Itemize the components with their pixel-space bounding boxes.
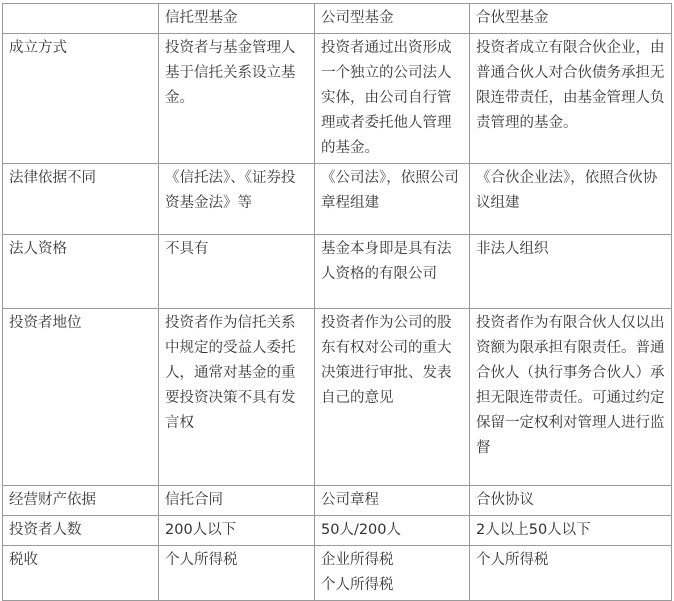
- company-cell: [315, 546, 470, 601]
- row-label: 经营财产依据: [3, 486, 159, 516]
- row-label: 法人资格: [3, 235, 159, 309]
- table-header-row: [3, 4, 672, 34]
- fund-comparison-table: [2, 3, 672, 601]
- partnership-cell: 投资者成立有限合伙企业，由普通合伙人对合伙债务承担无限连带责任，由基金管理人负责管理的基金。: [470, 34, 672, 164]
- row-label: 投资者人数: [3, 516, 159, 546]
- table-row: [3, 486, 672, 516]
- header-cell-partnership-fund: 合伙型基金: [470, 4, 672, 34]
- partnership-cell: 合伙协议: [470, 486, 672, 516]
- trust-cell: 《信托法》、《证券投资基金法》等: [159, 164, 315, 235]
- company-cell: 公司章程: [315, 486, 470, 516]
- partnership-cell: 个人所得税: [470, 546, 672, 601]
- company-tax-line: 企业所得税: [321, 552, 394, 568]
- row-label: 成立方式: [3, 34, 159, 164]
- company-cell: 基金本身即是具有法人资格的有限公司: [315, 235, 470, 309]
- table-row: [3, 235, 672, 309]
- company-cell: 投资者作为公司的股东有权对公司的重大决策进行审批、发表自己的意见: [315, 309, 470, 486]
- row-label: 投资者地位: [3, 309, 159, 486]
- row-label: 税收: [3, 546, 159, 601]
- trust-cell: 投资者与基金管理人基于信托关系设立基金。: [159, 34, 315, 164]
- trust-cell: 不具有: [159, 235, 315, 309]
- partnership-cell: 非法人组织: [470, 235, 672, 309]
- row-label: 法律依据不同: [3, 164, 159, 235]
- table-row: [3, 164, 672, 235]
- partnership-cell: 2人以上50人以下: [470, 516, 672, 546]
- header-cell-empty: [3, 4, 159, 34]
- partnership-cell: 《合伙企业法》，依照合伙协议组建: [470, 164, 672, 235]
- trust-cell: 个人所得税: [159, 546, 315, 601]
- table-row: [3, 546, 672, 601]
- header-cell-trust-fund: 信托型基金: [159, 4, 315, 34]
- table-row: [3, 309, 672, 486]
- trust-cell: 信托合同: [159, 486, 315, 516]
- company-cell: 投资者通过出资形成一个独立的公司法人实体，由公司自行管理或者委托他人管理的基金。: [315, 34, 470, 164]
- table-row: [3, 34, 672, 164]
- trust-cell: 投资者作为信托关系中规定的受益人委托人，通常对基金的重要投资决策不具有发言权: [159, 309, 315, 486]
- header-cell-company-fund: 公司型基金: [315, 4, 470, 34]
- partnership-cell: 投资者作为有限合伙人仅以出资额为限承担有限责任。普通合伙人（执行事务合伙人）承担无限连带责任。可通过约定保留一定权利对管理人进行监督: [470, 309, 672, 486]
- table-row: [3, 516, 672, 546]
- company-tax-line: 个人所得税: [321, 577, 394, 593]
- company-cell: 50人/200人: [315, 516, 470, 546]
- trust-cell: 200人以下: [159, 516, 315, 546]
- company-cell: 《公司法》，依照公司章程组建: [315, 164, 470, 235]
